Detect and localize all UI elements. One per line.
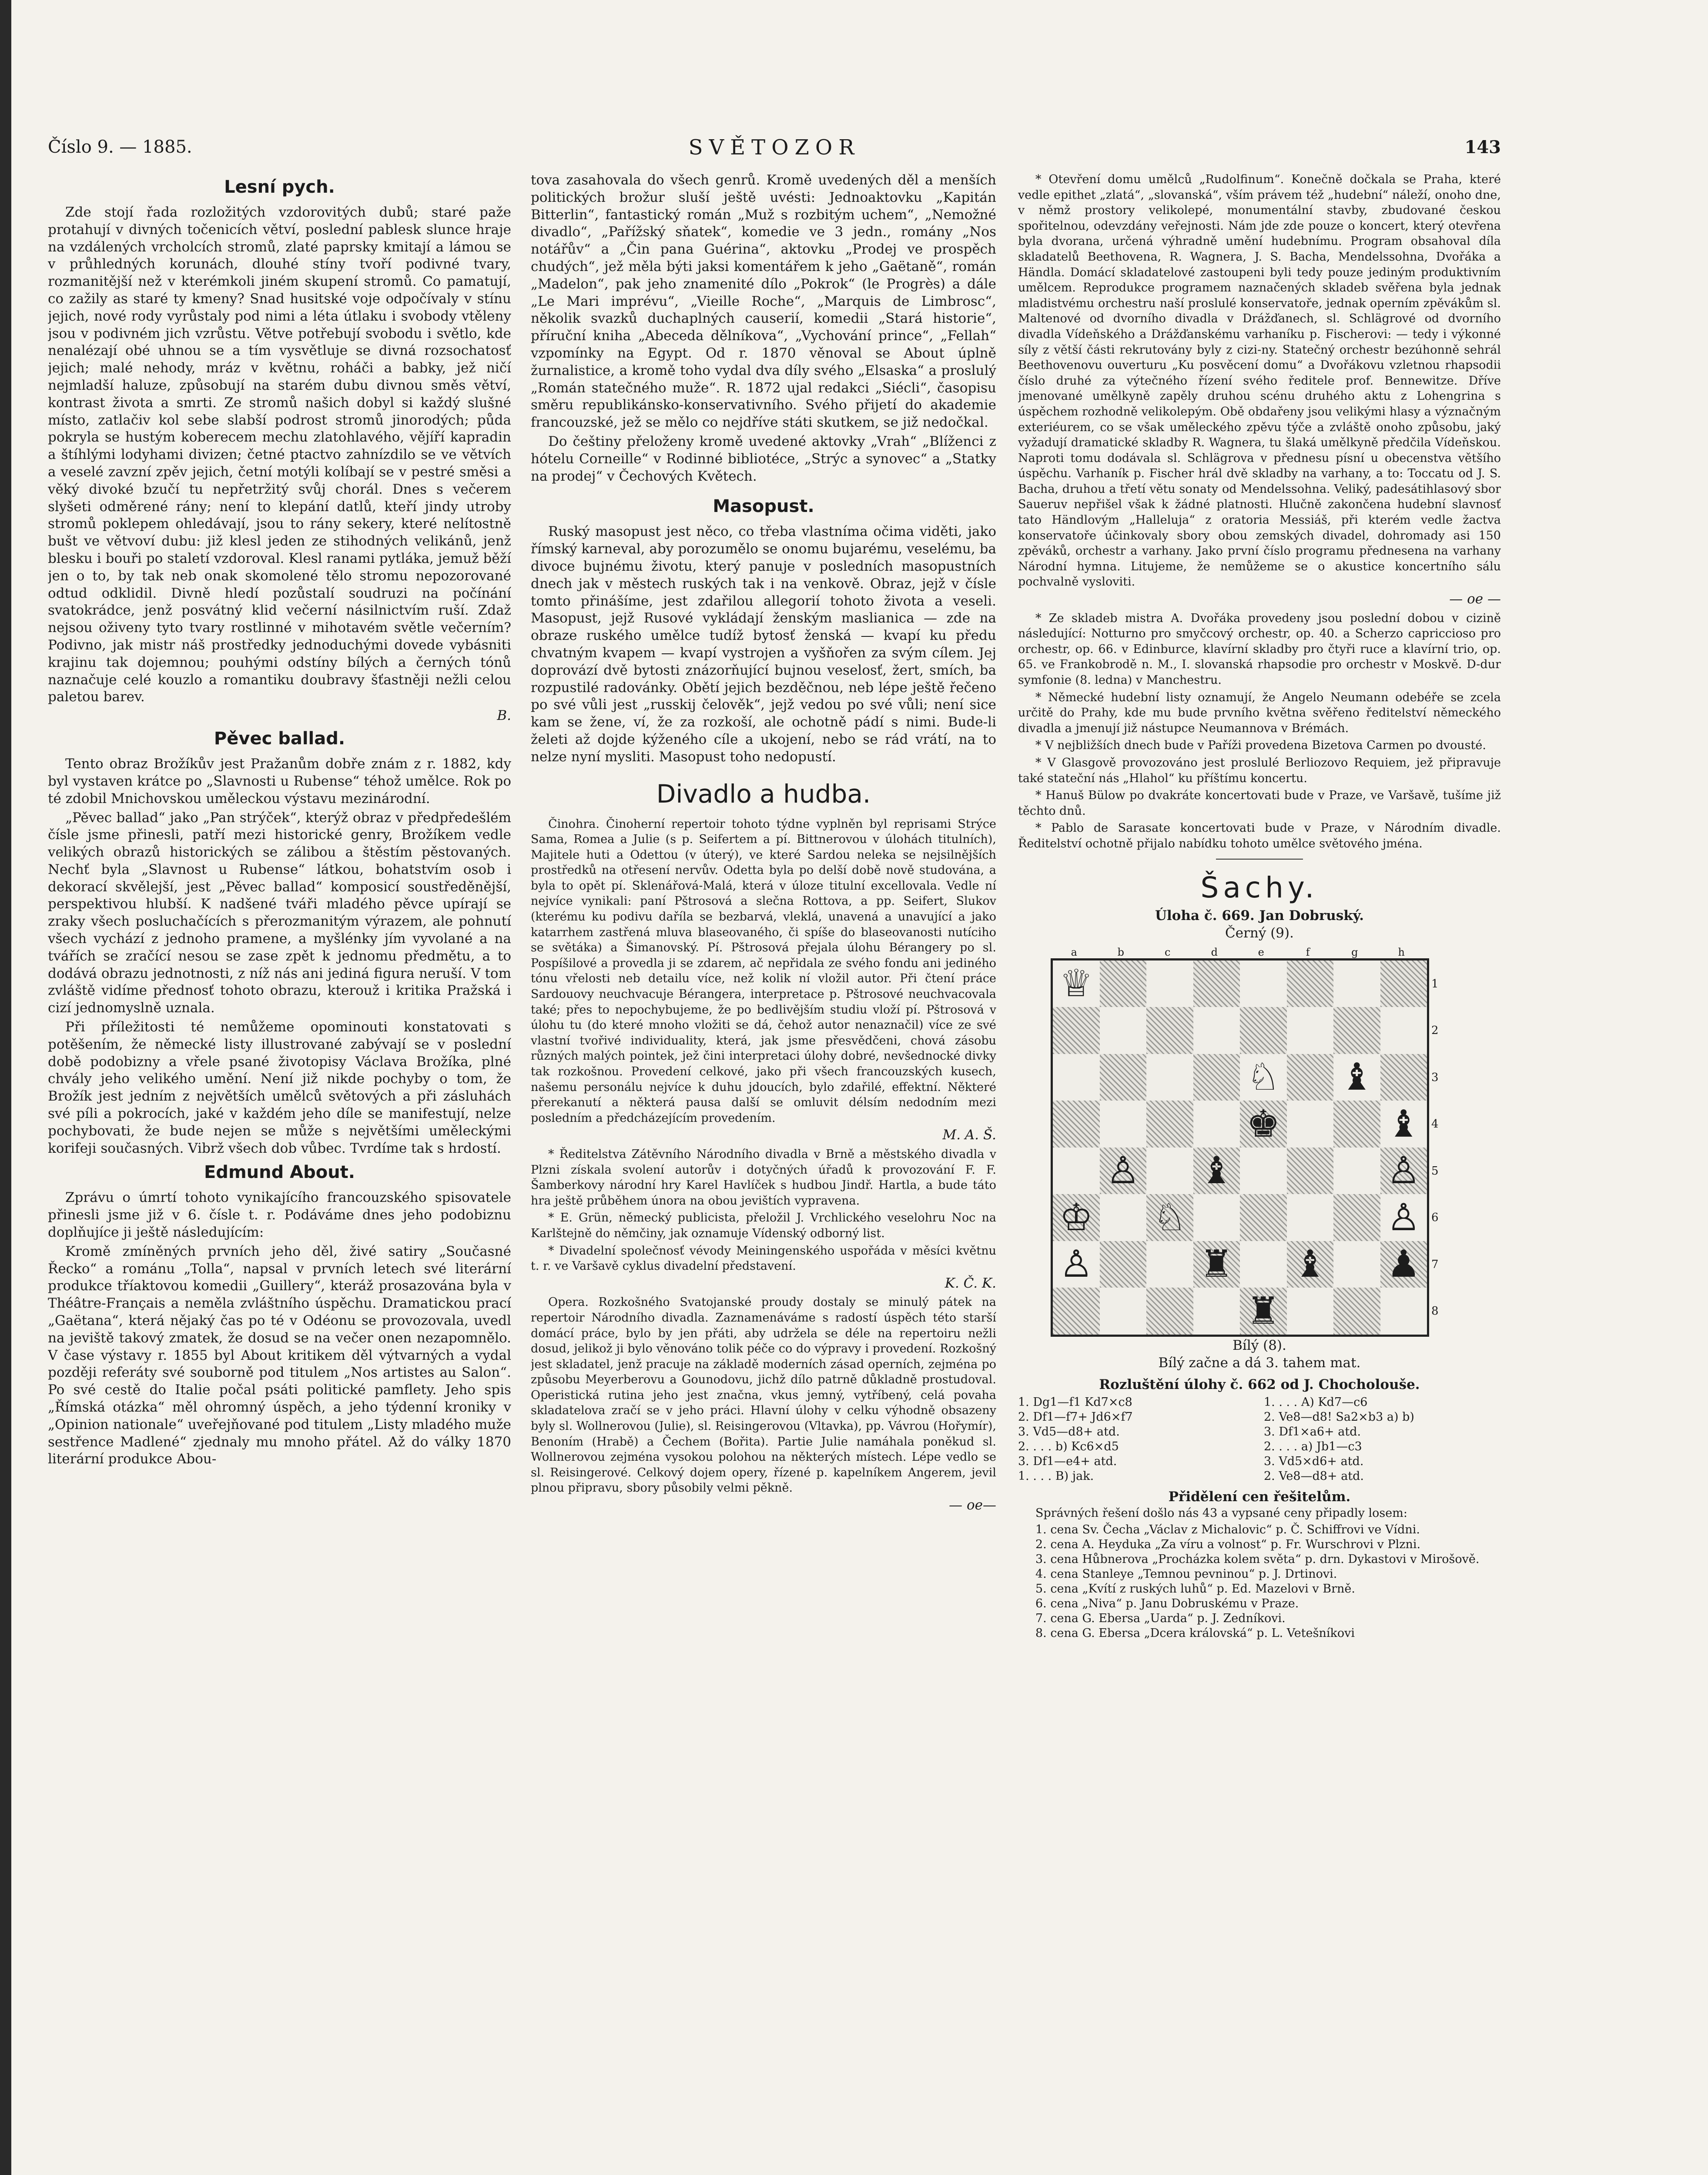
music-note-berlioz: * V Glasgově provozováno jest proslulé Berliozovo Requiem, jež připravuje také stateční nás „Hlahol“ ku příštímu koncertu. [1018, 756, 1501, 785]
chess-square [1240, 1194, 1287, 1241]
rank-label: 3 [1431, 1071, 1439, 1084]
page-header [48, 133, 1501, 163]
chess-square [1100, 1101, 1147, 1148]
chess-square [1333, 1007, 1380, 1054]
solution-move: 2. Ve8—d8! Sa2×b3 a) b) [1264, 1410, 1414, 1424]
chess-rank-labels [1431, 961, 1449, 1335]
about-translations: Do češtiny přeloženy kromě uvedené aktovky „Vrah“ „Blíženci z hótelu Corneille“ v Rodinné bibliotéce, „Strýc a synovec“ a „Statky na prodej“ v Čechových Květech. [531, 433, 996, 484]
solution-move: 3. Vd5×d6+ atd. [1264, 1454, 1364, 1468]
chess-square [1053, 1148, 1100, 1195]
solution-move: 1. Dg1—f1 Kd7×c8 [1018, 1395, 1132, 1409]
file-label: b [1117, 946, 1124, 958]
cinohra-paragraph: Činohra. Činoherní repertoir tohoto týdne vyplněn byl reprisami Strýce Sama, Romea a Julie (s p. Seifertem a pí. Bittnerovou v úlohách titulních), Majitele huti a Odettou (v úterý), ve které Sardou neleka se nejsilnějších prostředků na otřesení nervův. Odetta byla po delší době nově studována, a byla to opět pí. Sklenářová-Malá, která v úloze titulní excellovala. Vedle ní nejvíce vynikali: paní Pštrosová a slečna Rottova, a pp. Seifert, Slukov (kterému ku podivu daříla se bezbarvá, vleklá, unavená a unavující a jako katarrhem zastřená mluva blaseovaného, či spíše do blaseovanosti nutíciho se světáka) a Šimanovský. Pí. Pštrosová přejala úlohu Bérangery po sl. Pospíšilové a provedla ji se zdarem, ač nepřidala ze svého fondu ani jediného tónu vřelosti neb detailu více, než kolik ní vložil autor. Při čtení práce Sardouovy neuchvacuje Bérangera, interpretace p. Pštrosové neuchvacovala také; přes to nepochybujeme, že po bedlivějším studiu vloží pí. Pštrosová v úlohu tu (do které mnoho vložiti se dá, čehož autor nenaznačil) více ze své vlastní tvořivé individuality, která, jak jsme přesvědčeni, chová zásobu různých malých pointek, jež čini interpretaci úlohy dobré, nevšednocké divky tak rozkošnou. Provedení celkové, jako při všech francouzských kusech, našemu personálu nejvíce k duhu jdoucích, bylo zdařilé, effektní. Některé přerekanutí a některá pausa další se omluvit délsím nedodním mezi posledním a předcházejícím provedením. [531, 817, 996, 1125]
prize-entry: 1. cena Sv. Čecha „Václav z Michalovic“ p. Č. Schiffrovi ve Vídni. [1035, 1523, 1420, 1537]
chess-piece-square: ♝ [1380, 1101, 1427, 1148]
solution-move: 2. Df1—f7+ Jd6×f7 [1018, 1410, 1133, 1424]
chess-square [1333, 1288, 1380, 1335]
theatre-note-1: * Ředitelstva Zátěvního Národního divadla v Brně a městského divadla v Plzni získala svolení autorův i dotyčných úřadů k provozování F. F. Šamberkovy národní hry Karel Havlíček s hudbou Jindř. Hartla, a bude táto hra ještě průběhem února na obou jevištích vypravena. [531, 1147, 996, 1208]
chess-square [1380, 1007, 1427, 1054]
chess-square [1287, 1007, 1334, 1054]
about-paragraph-1: Zprávu o úmrtí tohoto vynikajícího francouzského spisovatele přinesli jsme již v 6. čísle t. r. Podáváme dnes jeho podobiznu doplňujíce ji ještě následujícím: [48, 1190, 511, 1241]
rank-label: 8 [1431, 1305, 1439, 1318]
file-label: c [1165, 946, 1171, 958]
section-divider [1216, 859, 1303, 860]
chess-piece-square: ♙ [1380, 1148, 1427, 1195]
opera-signature: — oe— [949, 1497, 996, 1513]
chess-task: Bílý začne a dá 3. tahem mat. [1158, 1355, 1361, 1371]
rank-label: 2 [1431, 1024, 1439, 1037]
theatre-note-3-signature: K. Č. K. [944, 1275, 996, 1291]
chess-square [1240, 1241, 1287, 1288]
chess-black-label: Černý (9). [1225, 925, 1294, 941]
chess-square [1287, 1054, 1334, 1101]
chess-piece-square: ♙ [1380, 1194, 1427, 1241]
chess-square [1053, 1007, 1100, 1054]
chess-piece-square: ♘ [1146, 1194, 1193, 1241]
chess-square [1380, 1054, 1427, 1101]
chess-board [1051, 958, 1429, 1337]
chess-square [1146, 1054, 1193, 1101]
rank-label: 4 [1431, 1118, 1439, 1131]
chess-square [1193, 1054, 1240, 1101]
chess-square [1333, 1241, 1380, 1288]
file-label: d [1211, 946, 1218, 958]
music-note-sarasate: * Pablo de Sarasate koncertovati bude v Praze, v Národním divadle. Ředitelství ochotně přijalo nabídku tohoto umělce světového jména. [1018, 821, 1501, 850]
chess-square [1100, 1288, 1147, 1335]
music-note-signature: — oe — [1449, 591, 1501, 607]
prizes-intro: Správných řešení došlo nás 43 a vypsané ceny připadly losem: [1035, 1506, 1407, 1520]
solution-move: 2. Ve8—d8+ atd. [1264, 1469, 1364, 1483]
article-title-lesni-pych: Lesní pych. [224, 177, 335, 197]
rank-label: 1 [1431, 977, 1439, 990]
chess-square [1100, 1007, 1147, 1054]
cinohra-signature: M. A. Š. [942, 1127, 996, 1143]
column-1 [48, 172, 511, 2175]
chess-piece-square: ♔ [1053, 1194, 1100, 1241]
chess-square [1100, 960, 1147, 1007]
chess-piece-square: ♜ [1193, 1241, 1240, 1288]
prize-entry: 3. cena Hůbnerova „Procházka kolem světa“ p. drn. Dykastovi v Mirošově. [1035, 1553, 1480, 1566]
chess-piece-square: ♘ [1240, 1054, 1287, 1101]
chess-square [1146, 1007, 1193, 1054]
prize-entry: 8. cena G. Ebersa „Dcera královská“ p. L. Vetešníkovi [1035, 1626, 1355, 1640]
prize-entry: 5. cena „Kvítí z ruských luhů“ p. Ed. Mazelovi v Brně. [1035, 1582, 1355, 1596]
page-number: 143 [1464, 137, 1501, 157]
prizes-list [1018, 1522, 1501, 1641]
column-2 [531, 172, 996, 2175]
music-note-neumann: * Německé hudební listy oznamují, že Angelo Neumann odebéře se zcela určitě do Prahy, kde mu bude prvního května svěřeno ředitelství německého divadla a jmenují již nástupce Neumannova v Brémách. [1018, 690, 1501, 735]
page-gutter [0, 0, 11, 2175]
masthead: SVĚTOZOR [688, 135, 861, 160]
chess-square [1100, 1241, 1147, 1288]
opera-paragraph: Opera. Rozkošného Svatojanské proudy dostaly se minulý pátek na repertoir Národního divadla. Zaznamenáváme s radostí úspěch této starší domácí práce, bylo by jen přáti, aby udržela se déle na repertoiru nežli dosud, jelikož ji bylo věnováno tolik péče co do výpravy i provedení. Rozkošný jest skladatel, jenž pracuje na základě moderních zásad operních, zejména po způsobu Meyerberovu a Gounodovu, jichž dílo patrně důkladně prostudoval. Operistická rutina jeho jest značna, vkus jemný, vytříbený, celá povaha skladatelova zračí se v jeho práci. Hlavní úlohy v celku výhodně obsazeny byly sl. Wollnerovou (Julie), sl. Reisingerovou (Vltavka), pp. Vávrou (Hořymír), Benoním (Hrabě) a Čechem (Bořita). Partie Julie namáhala poněkud sl. Wollnerovou zejména vysokou polohou na některých místech. Lépe vedlo se sl. Reisingerové. Celkový dojem opery, řízené p. kapelníkem Angerem, jevil plnou připravu, sbory působily velmi pěkně. [531, 1295, 996, 1495]
chess-piece-square: ♜ [1240, 1288, 1287, 1335]
solution-right-column [1264, 1395, 1501, 1484]
solution-moves [1018, 1395, 1501, 1484]
music-note-dvorak: * Ze skladeb mistra A. Dvořáka provedeny jsou poslední dobou v cizině následující: Notturno pro smyčcový orchestr, op. 40. a Scherzo capriccioso pro orchestr, op. 66. v Edinburce, klavírní skladby pro čtyři ruce a klavírní trio, op. 65. ve Frankobrodě n. M., I. slovanská rhapsodie pro orchestr v Moskvě. D-dur symfonie (8. ledna) v Manchestru. [1018, 611, 1501, 687]
prizes-title: Přidělení cen řešitelům. [1168, 1489, 1351, 1505]
chess-square [1287, 1194, 1334, 1241]
chess-square [1333, 1194, 1380, 1241]
file-label: f [1306, 946, 1310, 958]
chess-square [1380, 1288, 1427, 1335]
prize-entry: 2. cena A. Heyduka „Za víru a volnost“ p. Fr. Wurschrovi v Plzni. [1035, 1538, 1421, 1552]
lesni-paragraph: Zde stojí řada rozložitých vzdorovitých dubů; staré paže protahují v divných točenicích větví, poslední pablesk slunce hraje na vzdálených vrcholcích stromů, zlaté paprsky kmitají a lámou se v průhledných korunách, dlouhé stíny tvoří podivné tvary, rozmanitější než v kterémkoli jiném skupení stromů. Co pamatují, co zažily as staré ty kmeny? Snad husitské voje odpočívaly v stínu jejich, nové rody vyrůstaly pod nimi a léta útlaku i svobody vtěleny jsou v podivném jich vzrůstu. Větve potřebují svobodu i světlo, kde nenalézají obé uhnou se a tím vysvětluje se divná rozsochatosť jejich; malé nehody, mráz v květnu, roháči a babky, jež ničí nejmladší haluze, způsobují na starém dubu divnou směs větví, kontrast života a smrti. Ze stromů našich dobyl si každý slušné místo, zatlačiv kol sebe slabší podrost stromů jinorodých; půda pokryla se hustým koberecem mechu zlatohlavého, vějíří kapradin a štíhlými lodyhami divizen; četné ptactvo zahnízdilo se ve větvích a veselé zavzní zpěv jejich, četní motýli kolíbají se v pestré směsi a věký divoké bzučí tu nepřetržitý svůj chorál. Dnes s večerem slyšeti odměrené rány; není to klepání datlů, kteří jindy utroby stromů poklepem ohledávají, jsou to rány sekery, které nelítostně bušt ve větvoví dubu: již klesl jeden ze stihodných velikánů, jenž blesku i bouři po staletí vzdoroval. Klesl ranami pytláka, jemuž běží jen o to, by tak neb onak skomolené tělo stromu nepozorované odtud odklidil. Divně hledí pozůstalí soudruzi na počínání svatokrádce, jenž posvátný klid večerní násilnictvím ruší. Zdaž nejsou oživeny tyto tvary rostlinné v mihotavém světle večerním? Podivno, jak mistr náš prostředky jednoduchými dovede vybásniti krajinu tak dojemnou; pouhými odstíny bílých a černých tónů naznačuje celé kouzlo a romantiku doubravy šťastněji nežli celou paletou barev. [48, 204, 511, 705]
chess-square [1100, 1194, 1147, 1241]
rank-label: 7 [1431, 1258, 1439, 1271]
chess-piece-square: ♙ [1100, 1148, 1147, 1195]
rank-label: 5 [1431, 1164, 1439, 1178]
chess-square [1146, 1241, 1193, 1288]
chess-square [1146, 1148, 1193, 1195]
chess-square [1053, 1054, 1100, 1101]
about-paragraph-2: Kromě zmíněných prvních jeho děl, živé satiry „Současné Řecko“ a románu „Tolla“, napsal v prvních letech své literární produkce tříaktovou komedii „Guillery“, kteráž prosazována byla v Théâtre-Français a neměla zvláštního úspěchu. Dramatickou prací „Gaëtana“, která nějaký čas po té v Odéonu se provozovala, uvedl na jeviště takový zmatek, že dosud se na večer onen nezapomnělo. V čase výstavy r. 1855 byl About kritikem děl výtvarných a vydal později referáty své souborně pod titulem „Nos artistes au Salon“. Po své cestě do Italie počal psáti politické pamflety. Jeho spis „Římská otázka“ měl ohromný úspěch, a jeho týdenní kroniky v „Opinion nationale“ uveřejňované pod titulem „Listy mladého muže sestřence Madlené“ zjednaly mu mnoho přátel. Až do války 1870 literární produkce Abou- [48, 1243, 511, 1467]
solution-left-column [1018, 1395, 1255, 1484]
solution-move: 2. . . . b) Kc6×d5 [1018, 1439, 1119, 1453]
chess-square [1287, 960, 1334, 1007]
chess-square [1193, 1101, 1240, 1148]
chess-square [1287, 1101, 1334, 1148]
theatre-note-2: * E. Grün, německý publicista, přeložil J. Vrchlického veselohru Noc na Karlštejně do němčiny, jak oznamuje Vídenský odborný list. [531, 1211, 996, 1240]
solution-move: 1. . . . A) Kd7—c6 [1264, 1395, 1368, 1409]
chess-square [1240, 1148, 1287, 1195]
masopust-paragraph: Ruský masopust jest něco, co třeba vlastníma očima viděti, jako římský karneval, aby porozumělo se onomu bujarému, veselému, ba divoce bujnému životu, který panuje v posledních masopustních dnech jak v městech ruských tak i na venkově. Obraz, jejž v čísle tomto přinášíme, jest zdařilou allegorií tohoto života a veseli. Masopust, jejž Rusové vykládají ženským maslianica — zde na obraze ruského umělce tudíž bytosť ženská — kvapí ku předu chvatným kvapem — kvapí vystrojen a vyšňořen za svým cílem. Jej doprovází dvě bytosti znázorňující bujnou veselosť, žert, smích, ba rozpustilé radovánky. Obětí jejich bezděčnou, neb lépe ještě řečeno po své vůli jest „russkij čelověk“, jejž vedou po své vůli; není sice kam se žene, ví, že za rozkoší, ale ochotně pádí s nimi. Bude-li želeti až dojde kýženého cíle a ukojení, nebo se rád vrátí, na to nelze nyní mysliti. Masopust toho nedopustí. [531, 524, 996, 765]
chess-square [1146, 1101, 1193, 1148]
chess-square [1193, 1007, 1240, 1054]
chess-square [1380, 960, 1427, 1007]
chess-square [1240, 1007, 1287, 1054]
issue-number: Číslo 9. — 1885. [48, 137, 192, 157]
section-title-sachy: Šachy. [1200, 870, 1319, 904]
chess-white-label: Bílý (8). [1232, 1337, 1286, 1353]
file-label: h [1398, 946, 1405, 958]
chess-square [1333, 960, 1380, 1007]
chess-piece-square: ♚ [1240, 1101, 1287, 1148]
prize-entry: 4. cena Stanleye „Temnou pevninou“ p. J. Drtinovi. [1035, 1567, 1337, 1581]
music-note-carmen: * V nejbližších dnech bude v Paříži provedena Bizetova Carmen po dvousté. [1035, 739, 1486, 753]
chess-square [1053, 1101, 1100, 1148]
chess-piece-square: ♝ [1333, 1054, 1380, 1101]
chess-piece-square: ♝ [1287, 1241, 1334, 1288]
solution-move: 3. Vd5—d8+ atd. [1018, 1425, 1120, 1439]
pevec-paragraph-3: Při příležitosti té nemůžeme opominouti konstatovati s potěšením, že německé listy illustrované zabývají se v poslední době podobizny a vřele psané životopisy Václava Brožíka, plné chvály jeho velikého umění. Není již nikde pochyby o tom, že Brožík jest jedním z největších umělců světových a při zásluhách své píli a pokrocích, jaké v každém jeho díle se manifestují, nelze pochybovati, že bude nejen se může s největšími uměleckými korifeji současných. Vibrž všech dob vůbec. Tvrdíme tak s hrdostí. [48, 1019, 511, 1156]
chess-square [1193, 960, 1240, 1007]
chess-piece-square: ♕ [1053, 960, 1100, 1007]
rank-label: 6 [1431, 1211, 1439, 1225]
solution-title: Rozluštění úlohy č. 662 od J. Chocholouše. [1099, 1376, 1420, 1392]
chess-square [1100, 1054, 1147, 1101]
lesni-signature: B. [497, 708, 511, 724]
solution-move: 3. Df1—e4+ atd. [1018, 1454, 1117, 1468]
article-title-edmund-about: Edmund About. [204, 1162, 355, 1183]
article-title-masopust: Masopust. [713, 496, 814, 517]
solution-move: 1. . . . B) jak. [1018, 1469, 1094, 1483]
section-title-divadlo: Divadlo a hudba. [656, 779, 871, 809]
chess-square [1146, 960, 1193, 1007]
article-title-pevec-ballad: Pěvec ballad. [214, 729, 345, 749]
theatre-note-3: * Divadelní společnosť vévody Meiningenského uspořáda v měsíci květnu t. r. ve Varšavě cyklus divadelní představení. [531, 1244, 996, 1273]
pevec-paragraph-1: Tento obraz Brožíkův jest Pražanům dobře znám z r. 1882, kdy byl vystaven krátce po „Slavnosti u Rubense“ téhož umělce. Rok po té zdobil Mnichovskou uměleckou výstavu mezinárodní. [48, 756, 511, 806]
chess-piece-square: ♝ [1193, 1148, 1240, 1195]
chess-piece-square: ♙ [1053, 1241, 1100, 1288]
chess-square [1193, 1194, 1240, 1241]
chess-square [1240, 960, 1287, 1007]
file-label: e [1258, 946, 1264, 958]
pevec-paragraph-2: „Pěvec ballad“ jako „Pan strýček“, kterýž obraz v předpředešlém čísle jsme přinesli, patří mezi historické genry, Brožíkem vedle velikých obrazů historických se zálibou a štěstím pěstovaných. Nechť byla „Slavnost u Rubense“ látkou, bohatstvím osob i dekorací skvělejší, jest „Pěvec ballad“ komposicí soustředěnější, perspektivou hlubší. K nadšené tváři mladého pěvce upírají se zraky všech posluchačících s přerozmanitým výrazem, ale pohnutí všech vychází z jednoho pramene, a myšlénky jím vyvolané a na tvářích se zračící nesou se zase zpět k jednomu předmětu, a to dodává obrazu jednotnosti, z níž nás ani jediná figura neruší. V tom zvláště vidíme přednosť tohoto obrazu, kterouž i kritika Pražská i cizí jednomyslně uznala. [48, 810, 511, 1016]
chess-square [1193, 1288, 1240, 1335]
chess-diagram [1051, 946, 1468, 1337]
chess-square [1333, 1101, 1380, 1148]
file-label: g [1351, 946, 1358, 958]
column-3 [1018, 172, 1501, 2175]
chess-file-labels [1051, 946, 1425, 958]
chess-square [1146, 1288, 1193, 1335]
chess-square [1287, 1288, 1334, 1335]
chess-puzzle-heading: Úloha č. 669. Jan Dobruský. [1155, 907, 1364, 924]
music-note-rudolfinum: * Otevření domu umělců „Rudolfinum“. Konečně dočkala se Praha, které vedle epithet „zlatá“, „slovanská“, vším právem též „hudební“ náleží, onoho dne, v němž prostory velikolepé, monumentální stavby, zbudované českou spořitelnou, odevzdány veřejnosti. Nám jde zde pouze o koncert, který otevřena byla dvorana, určená výhradně umění hudebnímu. Program obsahoval díla skladatelů Beethovena, R. Wagnera, J. S. Bacha, Mendelssohna, Dvořáka a Händla. Domácí skladatelové zastoupeni byli tedy pouze jediným produktivním umělcem. Reprodukce programem naznačených skladeb svěřena byla jednak mladistvému orchestru naší proslulé konservatoře, jednak operním zpěvákům sl. Maltenové od dvorního divadla v Drážďanech, sl. Schlägrové od dvorního divadla Vídeňského a Drážďanskému varhaníku p. Fischerovi: — tedy i výkonné síly z větší části rekrutovány byly z cizi-ny. Statečný orchestr bezúhonně sehrál Beethovenovu ouverturu „Ku posvěcení domu“ a Dvořákovu vzletnou rhapsodii číslo druhé za výtečného řízení svého ředitele prof. Bennewitze. Dříve jmenované umělkyně zapěly druhou scénu druhého aktu z Lohengrina s úspěchem rozhodně velikolepým. Obě obdařeny jsou velikými hlasy a význačným exteriéurem, co se však uměleckého zpěvu týče a zvláště onoho způsobu, jaký vyžadují dramatické skladby R. Wagnera, tu šlaká umělkyně předčila Vídeňskou. Naproti tomu dodávala sl. Schlägrova v přednesu písní u obecenstva většího úspěchu. Varhaník p. Fischer hrál dvě skladby na varhany, a to: Toccatu od J. S. Bacha, druhou a třetí větu sonaty od Mendelssohna. Veliký, padesátihlasový sbor Saueruv nepřišel však k žádné platnosti. Hlučně zakončena hudební slavnosť tato Händlovým „Halleluja“ z oratoria Messiáš, při kterém vedle žactva konservatoře účinkovaly sbory obou zemských divadel, dohromady asi 150 zpěváků, orchestr a varhany. Jako první číslo programu přednesena na varhany Národní hymna. Litujeme, že nemůžeme se o akustice koncertního sálu pochvalně vysloviti. [1018, 173, 1501, 589]
chess-square [1053, 1288, 1100, 1335]
chess-square [1287, 1148, 1334, 1195]
file-label: a [1071, 946, 1077, 958]
chess-square [1333, 1148, 1380, 1195]
solution-move: 2. . . . a) Jb1—c3 [1264, 1439, 1362, 1453]
about-continuation: tova zasahovala do všech genrů. Kromě uvedených děl a menších politických brožur sluší ještě uvésti: Jednoaktovku „Kapitán Bitterlin“, fantastický román „Muž s rozbitým uchem“, „Nemožné divadlo“, „Pařížský sňatek“, komedie ve 3 jedn., romány „Nos notářův“ a „Čin pana Guérina“, aktovku „Prodej ve prospěch chudých“, jež měla býti jaksi komentářem k jeho „Gaëtaně“, román „Madelon“, pak jeho znamenité dílo „Pokrok“ (le Progrès) a dále „Le Mari imprévu“, „Vieille Roche“, „Marquis de Limbrosc“, několik svazků duchaplných causerií, komedii „Stará historie“, příruční kniha „Abeceda dělníkova“, „Vychování prince“, „Fellah“ vzpomínky na Egypt. Od r. 1870 věnoval se About úplně žurnalistice, a kromě toho vydal dva díly svého „Elsaska“ a proslulý „Román statečného muže“. R. 1872 ujal redakci „Siécli“, časopisu směru republikánsko-konservativního. Svého přijetí do akademie francouzské, jež se mělo co nejdříve státi skutkem, se již nedočkal. [531, 172, 996, 431]
music-note-bulow: * Hanuš Bülow po dvakráte koncertovati bude v Praze, ve Varšavě, tušíme již těchto dnů. [1018, 789, 1501, 818]
prize-entry: 6. cena „Niva“ p. Janu Dobruskému v Praze. [1035, 1597, 1299, 1611]
solution-move: 3. Df1×a6+ atd. [1264, 1425, 1361, 1439]
chess-piece-square: ♟ [1380, 1241, 1427, 1288]
prize-entry: 7. cena G. Ebersa „Uarda“ p. J. Zedníkovi. [1035, 1612, 1286, 1626]
